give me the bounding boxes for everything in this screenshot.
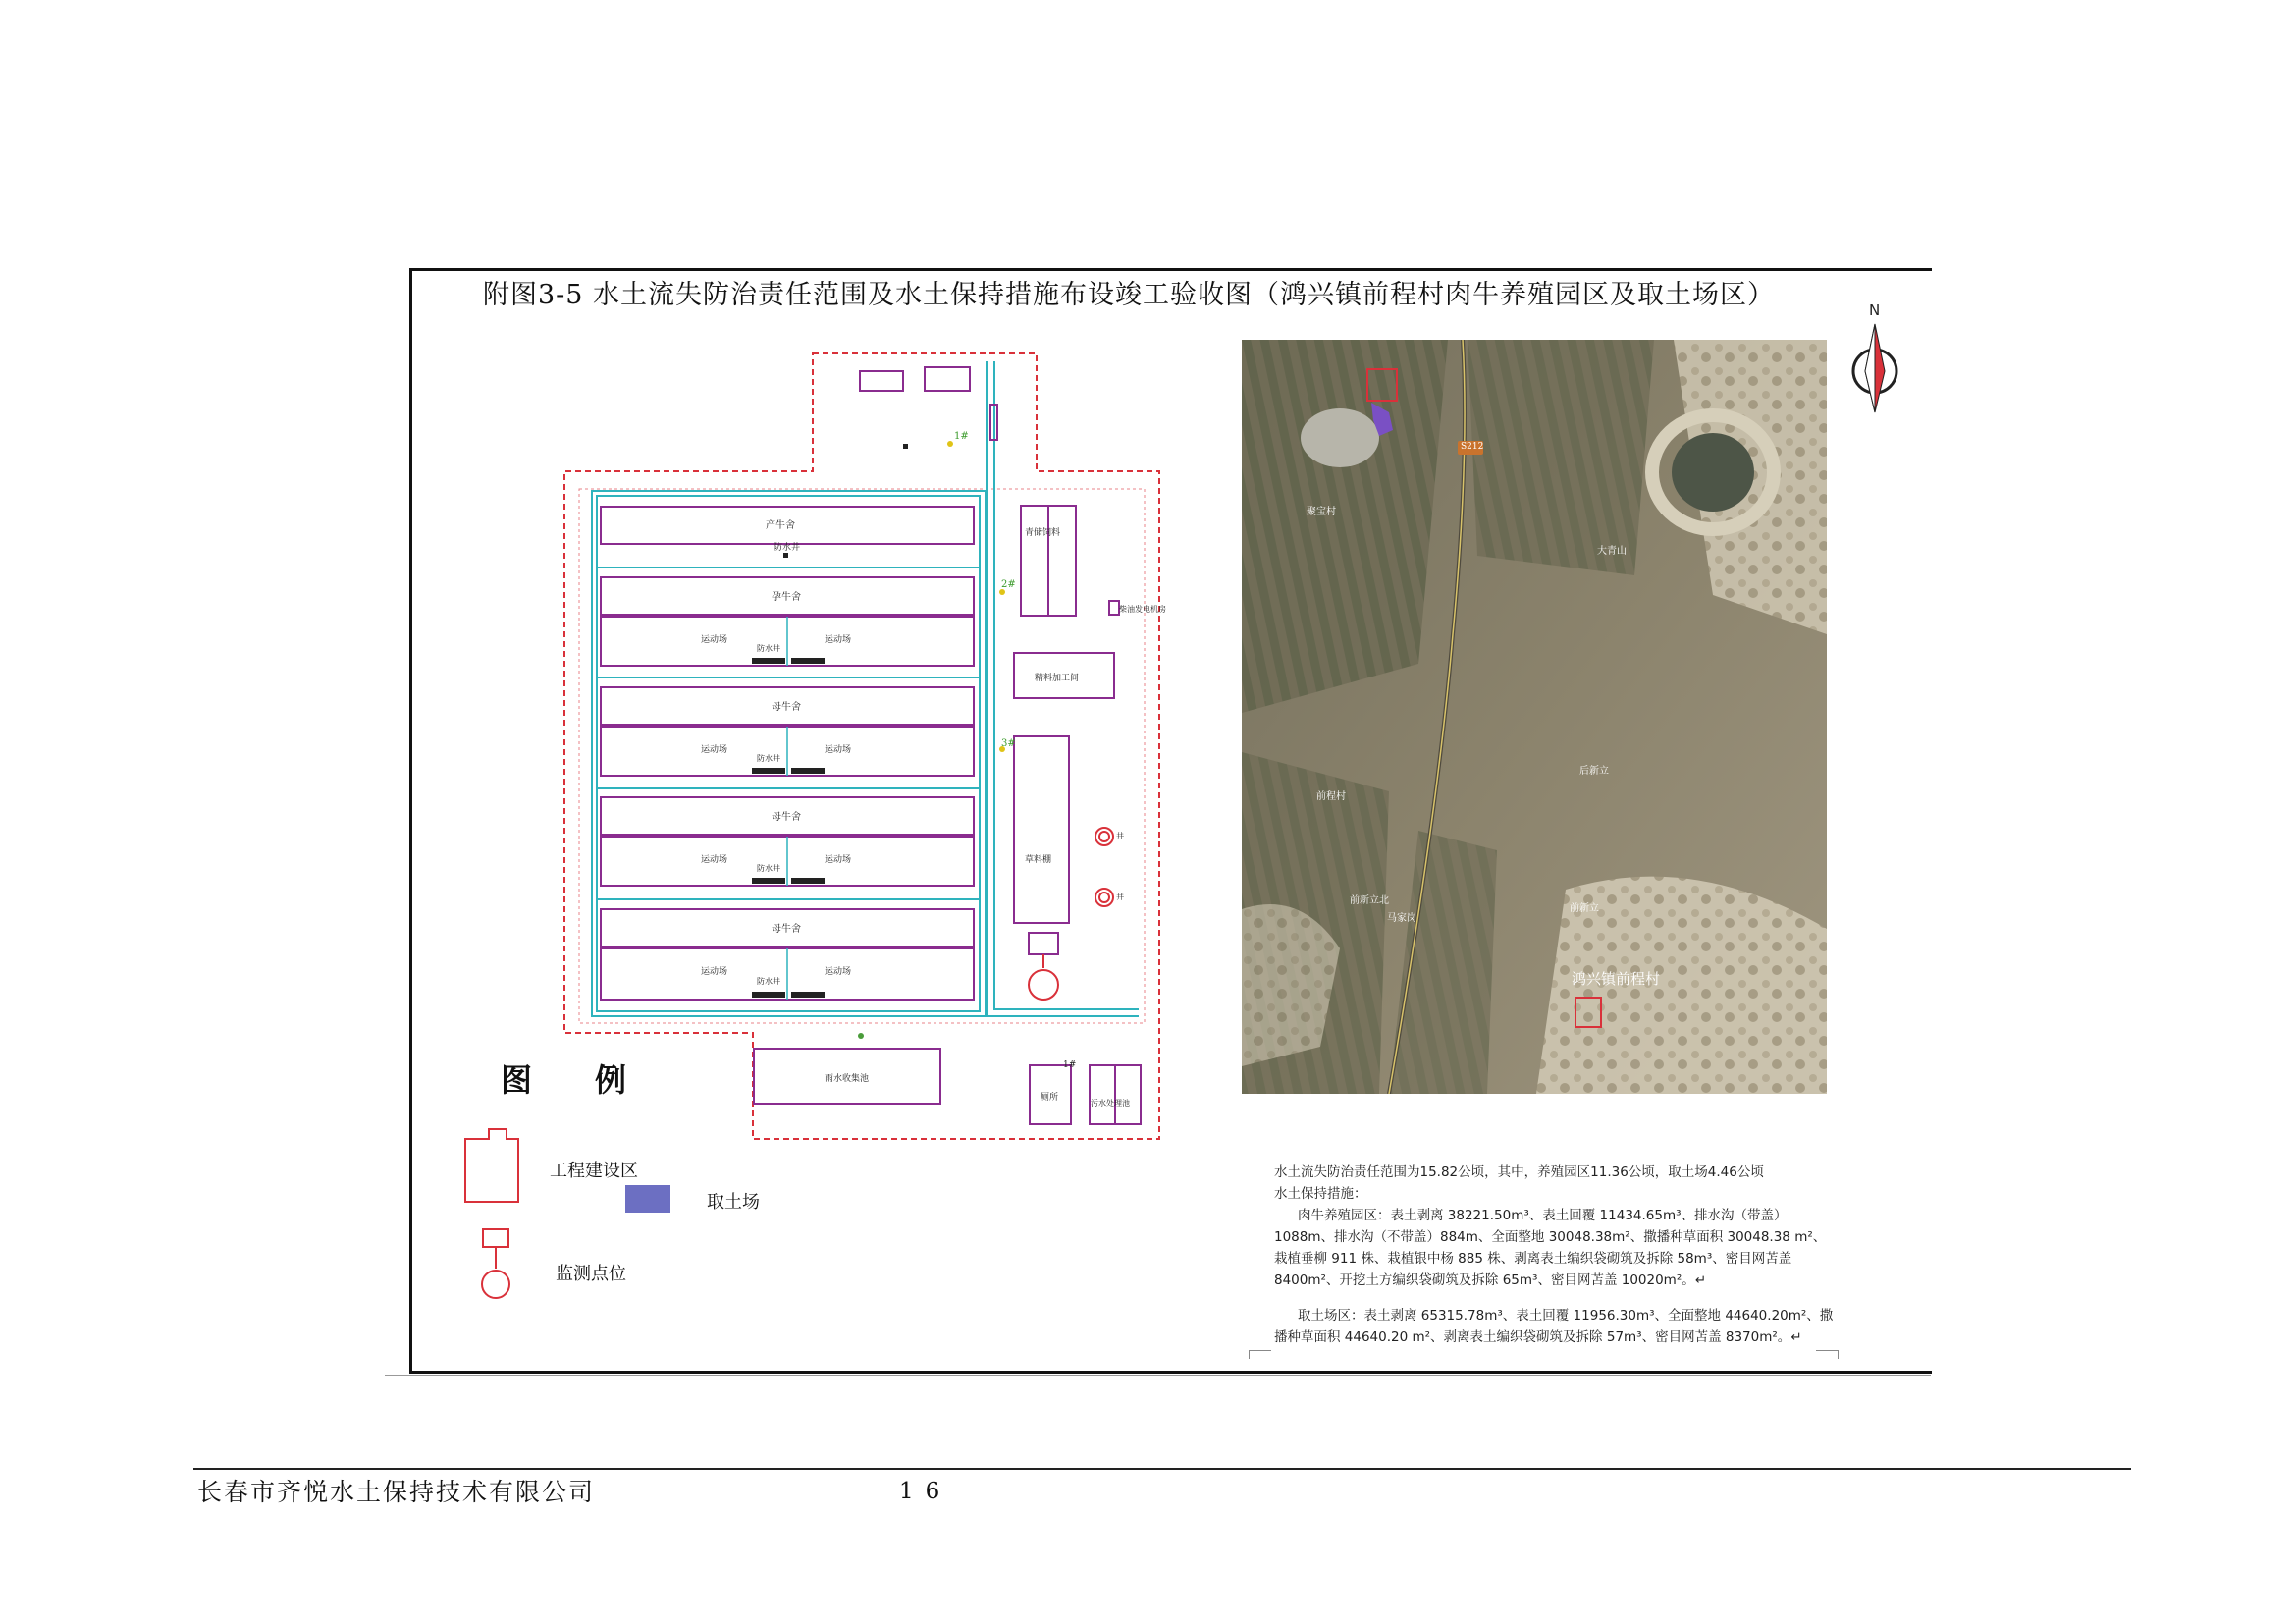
- notes-farm-paragraph: 肉牛养殖园区：表土剥离 38221.50m³、表土回覆 11434.65m³、排水沟（带盖）1088m、排水沟（不带盖）884m、全面整地 30048.38m²、撒播种草面积 30048.38 m²、栽植垂柳 911 株、栽植银中杨 885 株、剥离表土编织袋砌筑及拆除 58m³、密目网苫盖 8400m²、开挖土方编织袋砌筑及拆除 65m³、密目网苫盖 10020m²。↵: [1274, 1208, 1827, 1288]
- legend-construction-area: 工程建设区: [550, 1161, 638, 1181]
- label-sewage: 污水处理池: [1091, 1099, 1130, 1108]
- label-pit-1: 防水井: [774, 543, 801, 553]
- monitor-label-2: 2#: [1001, 579, 1016, 590]
- north-arrow-icon: [1845, 300, 1904, 416]
- label-pit: 防水井: [757, 977, 780, 986]
- label-yard: 运动场: [825, 855, 852, 865]
- label-pit: 防水井: [757, 644, 780, 653]
- label-yard: 运动场: [701, 635, 728, 645]
- farm-inner-boundary: [579, 489, 1145, 1023]
- label-yard: 运动场: [701, 745, 728, 755]
- label-pit: 防水井: [757, 864, 780, 873]
- monitor-label-4: 1#: [1063, 1060, 1077, 1070]
- map-village-2: 前程村: [1316, 791, 1346, 802]
- satellite-map: [1242, 340, 1827, 1094]
- label-barn-2: 孕牛舍: [772, 592, 801, 603]
- monitor-label-1: 1#: [954, 431, 969, 442]
- monitor-label-3: 3#: [1001, 738, 1016, 749]
- label-yard: 运动场: [701, 855, 728, 865]
- label-barn-3: 母牛舍: [772, 702, 801, 713]
- crop-mark-left: [1249, 1350, 1271, 1359]
- responsibility-boundary: [564, 353, 1159, 1139]
- notes-measures-heading: 水土保持措施：: [1274, 1186, 1367, 1202]
- label-toilet: 厕所: [1041, 1093, 1059, 1103]
- notes-borrow-paragraph: 取土场区：表土剥离 65315.78m³、表土回覆 11956.30m³、全面整地 44640.20m²、撒播种草面积 44640.20 m²、剥离表土编织袋砌筑及拆除 57m³、密目网苫盖 8370m²。↵: [1274, 1308, 1834, 1345]
- construction-area-icon: [459, 1127, 530, 1206]
- map-village-1: 聚宝村: [1307, 507, 1336, 517]
- label-generator: 柴油发电机房: [1119, 605, 1166, 614]
- label-well: 井: [1116, 832, 1124, 840]
- label-barn-4: 母牛舍: [772, 812, 801, 823]
- label-yard: 运动场: [825, 967, 852, 977]
- map-site-label: 鸿兴镇前程村: [1572, 970, 1661, 988]
- label-hay-shed: 草料棚: [1025, 855, 1052, 865]
- label-barn-1: 产牛舍: [766, 520, 795, 531]
- figure-title: 附图3-5 水土流失防治责任范围及水土保持措施布设竣工验收图（鸿兴镇前程村肉牛养殖园区及取土场区）: [483, 280, 1776, 310]
- label-pit: 防水井: [757, 754, 780, 763]
- borrow-area-swatch: [625, 1185, 670, 1213]
- label-well: 井: [1116, 893, 1124, 901]
- legend-title: 图 例: [501, 1061, 627, 1099]
- map-village-3: 后新立: [1579, 766, 1609, 777]
- drainage-ditches: [592, 361, 1139, 1016]
- map-village-5: 前新立北: [1350, 895, 1389, 906]
- page-number: 16: [899, 1479, 952, 1504]
- monitoring-point-icon: [475, 1227, 518, 1306]
- map-road-label: S212: [1461, 442, 1484, 452]
- notes-summary: 水土流失防治责任范围为15.82公顷，其中，养殖园区11.36公顷，取土场4.46公顷: [1274, 1164, 1764, 1180]
- map-village-6: 马家岗: [1387, 913, 1416, 924]
- label-silage: 青储饲料: [1025, 528, 1061, 538]
- legend-monitoring-point: 监测点位: [556, 1264, 626, 1284]
- map-hill: 大青山: [1597, 546, 1627, 557]
- label-barn-5: 母牛舍: [772, 924, 801, 935]
- footer-rule: [193, 1468, 2131, 1470]
- label-feed-mill: 精料加工间: [1035, 674, 1080, 683]
- label-yard: 运动场: [825, 635, 852, 645]
- label-yard: 运动场: [825, 745, 852, 755]
- crop-mark-right: [1816, 1350, 1839, 1359]
- compass-north-label: N: [1869, 301, 1881, 319]
- measures-notes: [1274, 1162, 1834, 1348]
- label-rain-pool: 雨水收集池: [825, 1074, 870, 1084]
- map-village-4: 前新立: [1570, 903, 1599, 914]
- footer-company: 长春市齐悦水土保持技术有限公司: [197, 1478, 596, 1506]
- label-yard: 运动场: [701, 967, 728, 977]
- legend-borrow-area: 取土场: [707, 1192, 760, 1213]
